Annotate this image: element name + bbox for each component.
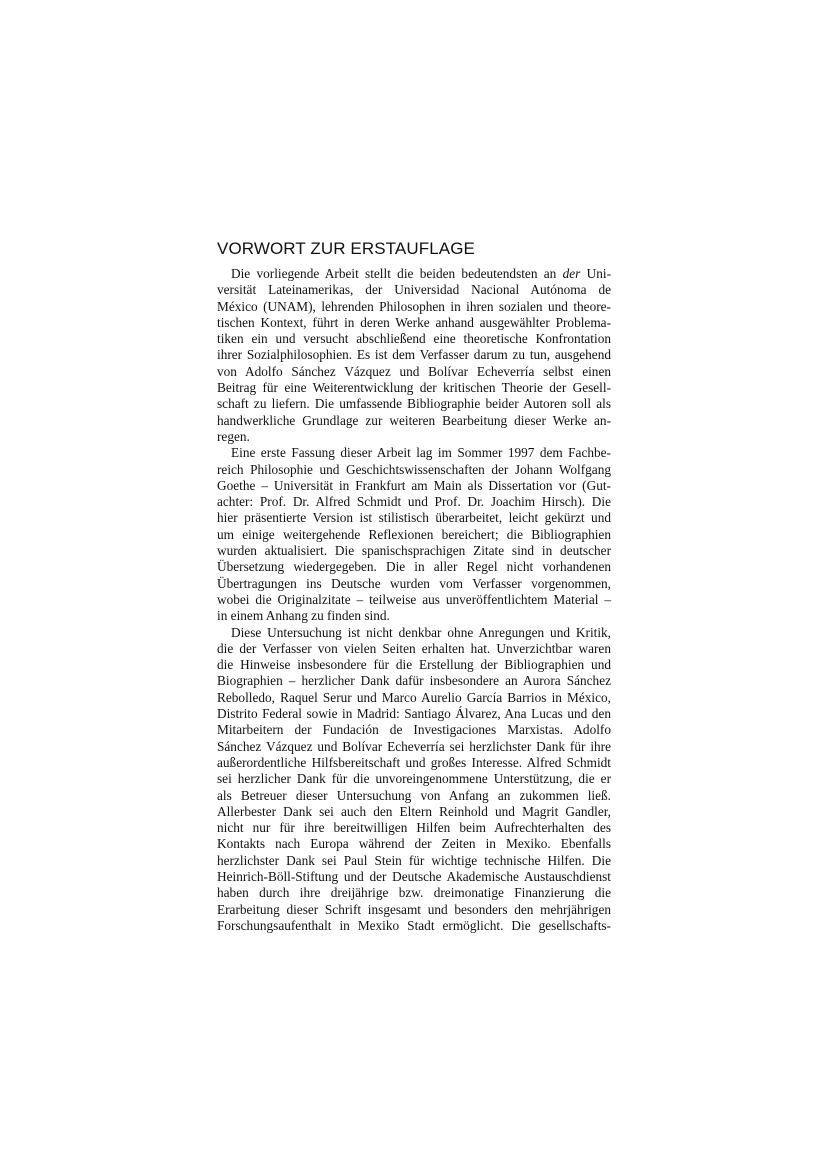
text-line: Rebolledo, Raquel Serur und Marco Aurelio García Barrios in México, <box>217 689 611 705</box>
text-line: von Adolfo Sánchez Vázquez und Bolívar Echeverría selbst einen <box>217 363 611 379</box>
text-line: Biographien – herzlicher Dank dafür insbesondere an Aurora Sánchez <box>217 673 611 689</box>
text-line: México (UNAM), lehrenden Philosophen in ihren sozialen und theore- <box>217 298 611 314</box>
text-line: ihrer Sozialphilosophien. Es ist dem Verfasser darum zu tun, ausgehend <box>217 347 611 363</box>
text-line: außerordentliche Hilfsbereitschaft und großes Interesse. Alfred Schmidt <box>217 754 611 770</box>
text-line: reich Philosophie und Geschichtswissenschaften der Johann Wolfgang <box>217 461 611 477</box>
text-line: schaft zu liefern. Die umfassende Bibliographie beider Autoren soll als <box>217 396 611 412</box>
text-line: Heinrich-Böll-Stiftung und der Deutsche Akademische Austauschdienst <box>217 868 611 884</box>
text-line: um einige weitergehende Reflexionen bereichert; die Bibliographien <box>217 526 611 542</box>
text-line: in einem Anhang zu finden sind. <box>217 608 390 624</box>
text-line: Kontakts nach Europa während der Zeiten in Mexiko. Ebenfalls <box>217 836 611 852</box>
text-line: die Hinweise insbesondere für die Erstellung der Bibliographien und <box>217 657 611 673</box>
text-line: Die vorliegende Arbeit stellt die beiden bedeutendsten an der Uni- <box>231 266 611 281</box>
text-line: regen. <box>217 428 250 444</box>
text-line: Diese Untersuchung ist nicht denkbar ohne Anregungen und Kritik, <box>231 624 611 640</box>
text-line: tiken ein und versucht abschließend eine theoretische Konfrontation <box>217 331 611 347</box>
text-line: sei herzlicher Dank für die unvoreingenommene Unterstützung, die er <box>217 771 611 787</box>
text-line: Übersetzung wiedergegeben. Die in aller Regel nicht vorhandenen <box>217 559 611 575</box>
text-line: Übertragungen ins Deutsche wurden vom Verfasser vorgenommen, <box>217 575 611 591</box>
italic-word: der <box>562 266 581 281</box>
text-line: nicht nur für ihre bereitwilligen Hilfen beim Aufrechterhalten des <box>217 820 611 836</box>
body-text <box>217 266 611 934</box>
text-line: Erarbeitung dieser Schrift insgesamt und besonders den mehrjährigen <box>217 901 611 917</box>
text-line: die der Verfasser von vielen Seiten erhalten hat. Unverzichtbar waren <box>217 640 611 656</box>
text-line: Allerbester Dank sei auch den Eltern Reinhold und Magrit Gandler, <box>217 803 611 819</box>
text-line: als Betreuer dieser Untersuchung von Anfang an zukommen ließ. <box>217 787 611 803</box>
text-line: versität Lateinamerikas, der Universidad Nacional Autónoma de <box>217 282 611 298</box>
text-line: Sánchez Vázquez und Bolívar Echeverría sei herzlichster Dank für ihre <box>217 738 611 754</box>
text-line: haben durch ihre dreijährige bzw. dreimonatige Finanzierung die <box>217 885 611 901</box>
text-line: Mitarbeitern der Fundación de Investigaciones Marxistas. Adolfo <box>217 722 611 738</box>
text-line: achter: Prof. Dr. Alfred Schmidt und Prof. Dr. Joachim Hirsch). Die <box>217 494 611 510</box>
text-line: tischen Kontext, führt in deren Werke anhand ausgewählter Problema- <box>217 314 611 330</box>
text-line: herzlichster Dank sei Paul Stein für wichtige technische Hilfen. Die <box>217 852 611 868</box>
text-line: Beitrag für eine Weiterentwicklung der kritischen Theorie der Gesell- <box>217 380 611 396</box>
text-line: Distrito Federal sowie in Madrid: Santiago Álvarez, Ana Lucas und den <box>217 706 611 722</box>
text-line: wobei die Originalzitate – teilweise aus unveröffentlichtem Material – <box>217 591 611 607</box>
text-line: Forschungsaufenthalt in Mexiko Stadt ermöglicht. Die gesellschafts- <box>217 917 611 933</box>
text-line: Eine erste Fassung dieser Arbeit lag im Sommer 1997 dem Fachbe- <box>231 445 611 461</box>
text-line: handwerkliche Grundlage zur weiteren Bearbeitung dieser Werke an- <box>217 412 611 428</box>
text-line: hier präsentierte Version ist stilistisch überarbeitet, leicht gekürzt und <box>217 510 611 526</box>
text-line: wurden aktualisiert. Die spanischsprachigen Zitate sind in deutscher <box>217 543 611 559</box>
chapter-heading: VORWORT ZUR ERSTAUFLAGE <box>217 239 475 258</box>
text-line: Goethe – Universität in Frankfurt am Main als Dissertation vor (Gut- <box>217 477 611 493</box>
